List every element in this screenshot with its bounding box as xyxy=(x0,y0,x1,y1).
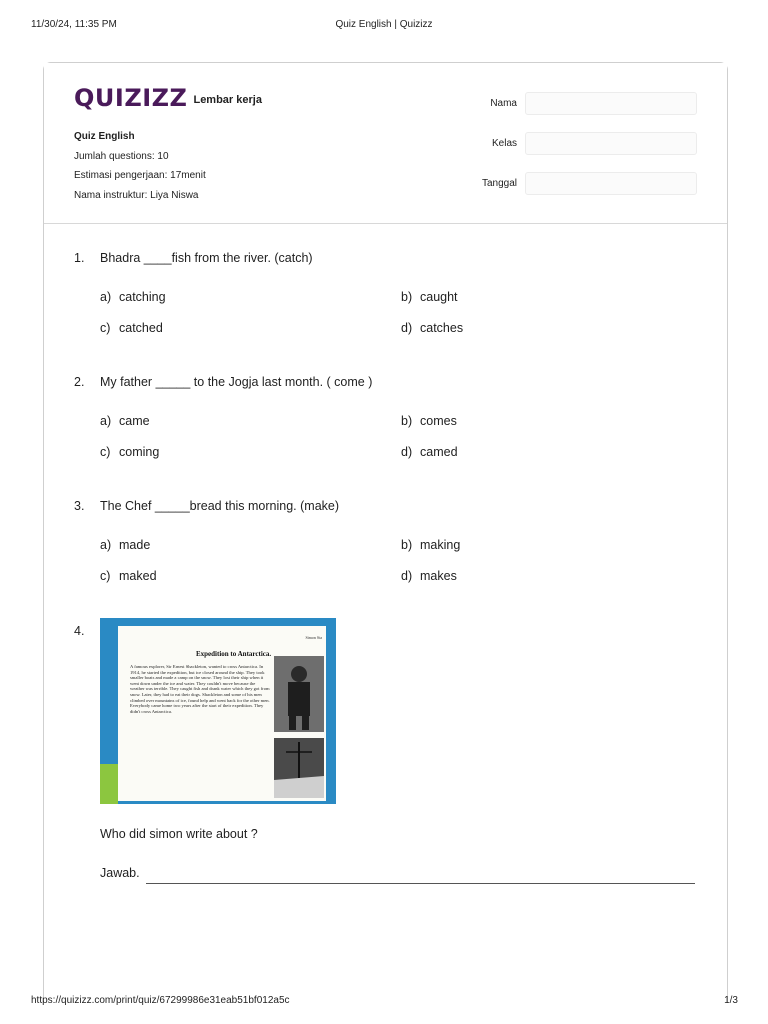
question-text: The Chef _____bread this morning. (make) xyxy=(100,499,340,513)
student-fields xyxy=(482,92,697,212)
answer-line[interactable] xyxy=(146,883,695,884)
option-text: catched xyxy=(119,321,163,335)
class-field[interactable] xyxy=(525,132,697,155)
question-text: My father _____ to the Jogja last month. ( come ) xyxy=(100,375,373,389)
name-label: Nama xyxy=(490,98,517,109)
option-3a xyxy=(100,538,150,552)
worksheet-card xyxy=(43,62,728,1003)
decorative-strip xyxy=(100,764,118,804)
option-3d xyxy=(401,569,457,583)
option-1a xyxy=(100,290,166,304)
option-letter: a) xyxy=(100,538,112,552)
class-field-row xyxy=(482,132,697,155)
option-2a xyxy=(100,414,150,428)
option-letter: b) xyxy=(401,538,413,552)
option-2c xyxy=(100,445,159,459)
question-number: 2. xyxy=(74,375,85,389)
date-field[interactable] xyxy=(525,172,697,195)
quiz-title: Quiz English xyxy=(74,131,135,142)
question-text: Who did simon write about ? xyxy=(100,827,258,841)
explorer-photo xyxy=(274,656,324,732)
option-letter: c) xyxy=(100,569,111,583)
reading-passage-image xyxy=(100,618,336,804)
question-number: 3. xyxy=(74,499,85,513)
class-label: Kelas xyxy=(491,138,517,149)
option-2b xyxy=(401,414,457,428)
option-3c xyxy=(100,569,157,583)
passage-text: A famous explorer, Sir Ernest Shackleton, wanted to cross Antarctica. In 1914, he started the expedition, but ice closed around the ship. They took smaller boats and made a camp on the snow. They lost their ship when it went down under the ice and water. They couldn't move because the weather was terrible. They caught fish and drank water which they got from snow. Later, they had to eat their dogs. Shackleton and some of his men climbed over mountains of ice, found help and went back for the other men. Everybody came home two years after the start of their expedition. They didn't cross Antarctica. xyxy=(130,664,270,714)
name-field[interactable] xyxy=(525,92,697,115)
print-datetime: 11/30/24, 11:35 PM xyxy=(31,19,117,30)
passage-title: Expedition to Antarctica. xyxy=(196,650,272,658)
option-1c xyxy=(100,321,163,335)
option-letter: d) xyxy=(401,445,413,459)
option-text: came xyxy=(119,414,150,428)
option-text: made xyxy=(119,538,151,552)
option-text: camed xyxy=(420,445,458,459)
print-page-number: 1/3 xyxy=(724,995,738,1006)
option-text: making xyxy=(420,538,461,552)
option-text: comes xyxy=(420,414,457,428)
passage-author: Simon Sta xyxy=(305,635,322,640)
option-2d xyxy=(401,445,458,459)
question-number: 4. xyxy=(74,624,85,638)
option-letter: c) xyxy=(100,445,111,459)
date-label: Tanggal xyxy=(481,178,517,189)
logo-wordmark: QUIZIZZ xyxy=(74,84,188,112)
option-text: caught xyxy=(420,290,458,304)
option-letter: b) xyxy=(401,414,413,428)
instructor-name: Nama instruktur: Liya Niswa xyxy=(74,189,199,201)
option-text: catching xyxy=(119,290,166,304)
passage-page xyxy=(118,626,326,801)
option-letter: d) xyxy=(401,321,413,335)
option-text: makes xyxy=(420,569,457,583)
print-url: https://quizizz.com/print/quiz/67299986e31eab51bf012a5c xyxy=(31,995,290,1006)
date-field-row xyxy=(482,172,697,195)
question-number: 1. xyxy=(74,251,85,265)
quizizz-logo xyxy=(74,85,262,111)
print-page-title: Quiz English | Quizizz xyxy=(335,19,433,30)
option-letter: d) xyxy=(401,569,413,583)
worksheet-subtitle: Lembar kerja xyxy=(193,94,262,106)
estimated-time: Estimasi pengerjaan: 17menit xyxy=(74,170,206,181)
option-1b xyxy=(401,290,458,304)
answer-label: Jawab. xyxy=(100,866,140,880)
ship-photo xyxy=(274,738,324,798)
option-letter: a) xyxy=(100,290,112,304)
option-letter: c) xyxy=(100,321,111,335)
option-3b xyxy=(401,538,460,552)
option-letter: a) xyxy=(100,414,112,428)
option-text: maked xyxy=(119,569,157,583)
option-letter: b) xyxy=(401,290,413,304)
quiz-meta xyxy=(74,127,206,205)
worksheet-header xyxy=(44,63,727,224)
option-text: catches xyxy=(420,321,464,335)
option-text: coming xyxy=(119,445,160,459)
name-field-row xyxy=(482,92,697,115)
question-text: Bhadra ____fish from the river. (catch) xyxy=(100,251,313,265)
option-1d xyxy=(401,321,463,335)
question-count: Jumlah questions: 10 xyxy=(74,150,169,162)
